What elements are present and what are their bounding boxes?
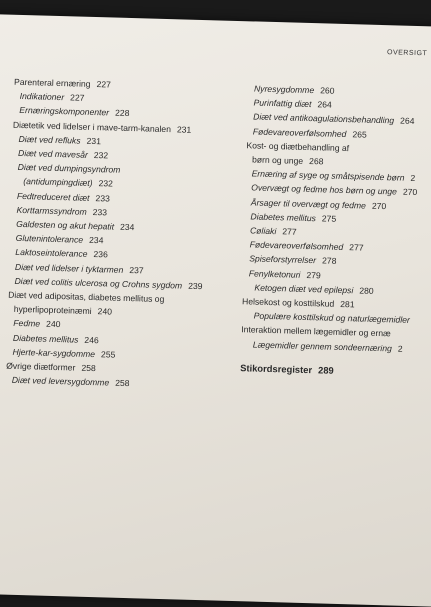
toc-entry-title: Diæt ved leversygdomme: [11, 375, 110, 388]
toc-entry-page: 232: [98, 178, 114, 189]
toc-entry-page: 240: [45, 319, 61, 330]
toc-entry-page: 275: [321, 213, 337, 224]
toc-entry-title: Cøliaki: [249, 225, 277, 237]
toc-entry-title: Diabetes mellitus: [12, 332, 79, 345]
toc-entry-title: Ketogen diæt ved epilepsi: [254, 282, 354, 296]
toc-entry-page: 246: [84, 334, 99, 345]
toc-entry-title: Diæt ved adipositas, diabetes mellitus og: [8, 289, 165, 305]
toc-entry-title: Diæt ved dumpingsyndrom: [17, 162, 121, 175]
toc-entry-page: 268: [309, 156, 324, 167]
toc-entry-title: Ernæring af syge og småtspisende børn: [251, 168, 405, 183]
toc-entry-page: 264: [317, 99, 332, 110]
toc-entry-title: Fedme: [13, 318, 41, 330]
toc-entry-title: Lægemidler gennem sondeernæring: [252, 339, 392, 354]
toc-entry-page: 281: [340, 298, 355, 310]
toc-entry-title: hyperlipoproteinæmi: [13, 304, 92, 317]
toc-entry-title: Årsager til overvægt og fedme: [250, 197, 367, 211]
toc-entry-page: 239: [188, 280, 203, 291]
toc-entry-page: 270: [371, 200, 387, 211]
toc-entry-title: Glutenintolerance: [15, 233, 84, 245]
toc-entry-page: 264: [399, 115, 415, 127]
toc-entry-title: Diæt ved lidelser i tyktarmen: [14, 261, 124, 275]
toc-entry-page: 280: [359, 285, 374, 296]
toc-entry-page: 234: [88, 235, 104, 246]
toc-entry-title: Helsekost og kosttilskud: [241, 296, 335, 309]
toc-entry-title: Korttarmssyndrom: [16, 204, 87, 217]
toc-entry-page: 278: [321, 255, 337, 267]
toc-entry-title: Hjerte-kar-sygdomme: [12, 346, 96, 359]
toc-entry-page: 233: [92, 206, 108, 218]
toc-entry-page: 289: [317, 364, 334, 376]
toc-entry-title: Fedtreduceret diæt: [16, 190, 90, 203]
toc-entry-page: 279: [306, 269, 321, 281]
toc-entry-page: 231: [86, 135, 102, 147]
toc-entry-page: 233: [95, 192, 110, 204]
toc-entry-title: Diæt ved mavesår: [17, 147, 88, 160]
toc-entry-page: 2: [397, 343, 403, 354]
toc-entry-title: Diæt ved refluks: [18, 133, 81, 146]
toc-entry-title: Fenylketonuri: [248, 268, 301, 280]
toc-entry-page: 277: [349, 242, 364, 253]
toc-entry-title: Spiseforstyrrelser: [249, 253, 317, 266]
toc-entry-title: Diæt ved colitis ulcerosa og Crohns sygdom: [14, 275, 183, 291]
toc-entry-title: Ernæringskomponenter: [19, 105, 110, 118]
toc-entry-page: 258: [115, 377, 130, 389]
toc-entry-page: 237: [129, 264, 144, 276]
toc-entry-title: Øvrige diætformer: [6, 360, 76, 373]
toc-entry-title: Diætetik ved lidelser i mave-tarm-kanalen: [12, 119, 172, 134]
toc-entry-page: 265: [352, 128, 367, 140]
toc-entry-title: Interaktion mellem lægemidler og ernæ: [241, 324, 391, 339]
toc-entry-title: Stikordsregister: [240, 362, 313, 376]
toc-entry-title: (antidumpingdiæt): [23, 176, 93, 189]
toc-entry-title: Diabetes mellitus: [250, 211, 317, 224]
toc-entry-title: Galdesten og akut hepatit: [16, 218, 115, 232]
toc-entry-title: Kost- og diætbehandling af: [246, 140, 350, 153]
toc-entry-title: børn og unge: [251, 154, 304, 166]
toc-entry-title: Parenteral ernæring: [13, 76, 91, 89]
toc-entry-page: 270: [402, 187, 418, 198]
toc-entry-title: Overvægt og fedme hos børn og unge: [251, 182, 398, 197]
toc-entry-page: 232: [93, 150, 109, 161]
toc-entry-title: Nyresygdomme: [253, 83, 315, 96]
toc-entry-page: 236: [93, 249, 108, 260]
toc-entry-page: 231: [176, 123, 192, 135]
toc-entry-page: 234: [119, 221, 135, 233]
book-page: [0, 14, 431, 607]
toc-entry-page: 240: [97, 306, 113, 317]
toc-entry-page: 260: [320, 85, 335, 96]
toc-entry: [240, 361, 431, 381]
toc-column-right: [240, 81, 431, 381]
toc-entry-title: Purinfattig diæt: [253, 97, 312, 110]
toc-entry-page: 258: [81, 362, 96, 374]
toc-entry-page: 255: [100, 349, 116, 360]
toc-entry-title: Diæt ved antikoagulationsbehandling: [253, 111, 395, 126]
toc-entry-title: Fødevareoverfølsomhed: [252, 126, 347, 139]
toc-entry-page: 227: [69, 92, 85, 103]
toc-column-left: [6, 75, 245, 394]
toc-entry-title: Fødevareoverfølsomhed: [249, 239, 344, 253]
toc-entry-page: 277: [282, 226, 297, 237]
toc-entry-page: 2: [410, 173, 416, 184]
toc-entry-title: Indikationer: [19, 91, 65, 103]
running-header: OVERSIGT: [386, 49, 428, 58]
toc-entry-page: 228: [114, 107, 130, 119]
toc-entry-page: 227: [96, 79, 112, 90]
toc-entry-title: Populære kosttilskud og naturlægemidler: [253, 310, 410, 326]
toc-entry-title: Laktoseintolerance: [15, 247, 88, 260]
